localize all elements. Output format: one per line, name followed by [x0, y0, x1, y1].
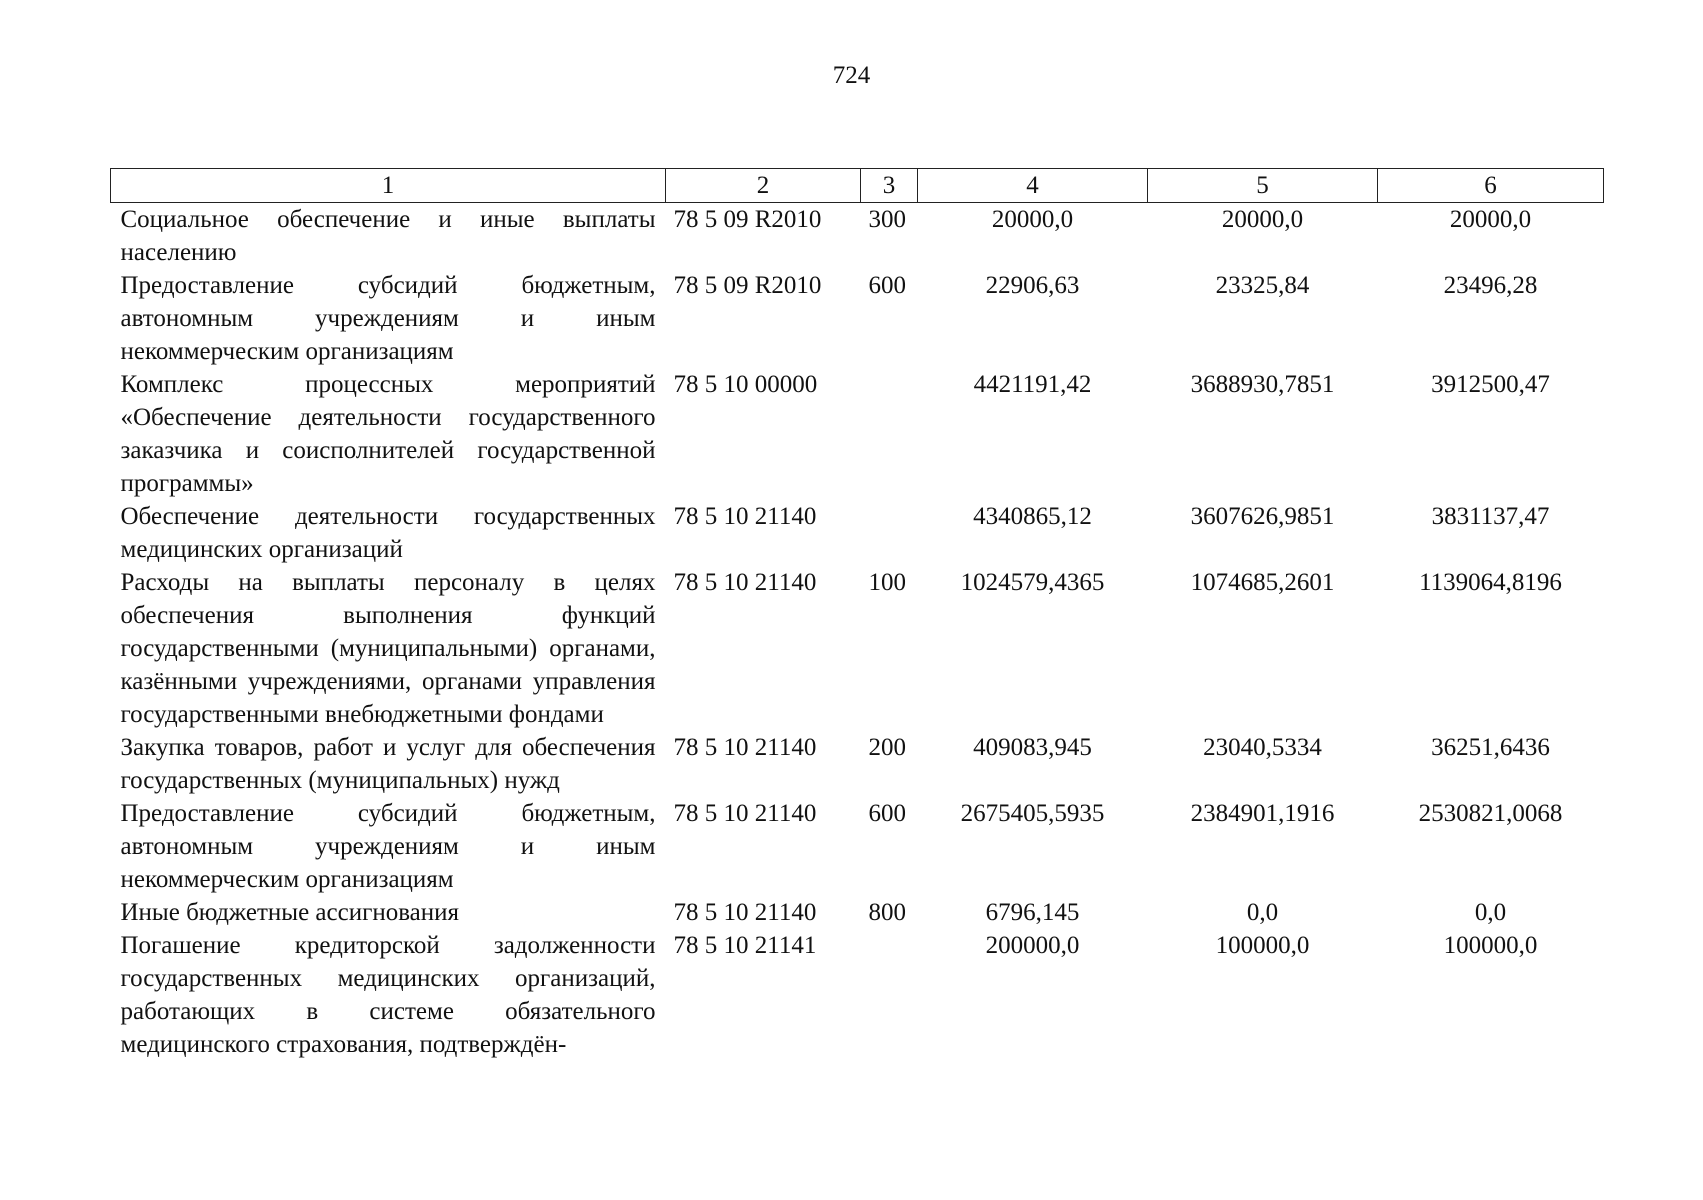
row-name: Закупка товаров, работ и услуг для обеспечения государственных (муниципальных) нужд: [120, 734, 656, 794]
column-header-5: 5: [1148, 169, 1378, 203]
row-value-col5: 100000,0: [1215, 932, 1310, 959]
row-name: Предоставление субсидий бюджетным, автономным учреждениям и иным некоммерческим организациям: [120, 800, 656, 893]
page-number: 724: [832, 62, 871, 89]
row-value-col4: 6796,145: [985, 899, 1080, 926]
column-header-4: 4: [918, 169, 1148, 203]
row-name: Предоставление субсидий бюджетным, автономным учреждениям и иным некоммерческим организациям: [120, 272, 656, 365]
row-expense-type: 600: [868, 800, 906, 827]
table-row: [111, 731, 1604, 797]
row-value-col6: 1139064,8196: [1419, 569, 1562, 596]
row-value-col4: 22906,63: [985, 272, 1080, 299]
row-target-code: 78 5 10 21140: [673, 734, 817, 761]
table-row: [111, 797, 1604, 896]
table-row: [111, 269, 1604, 368]
row-expense-type: [861, 368, 918, 500]
row-value-col5: 3688930,7851: [1190, 371, 1335, 398]
row-target-code: 78 5 10 21140: [673, 899, 817, 926]
row-expense-type: [861, 500, 918, 566]
row-expense-type: 600: [868, 272, 906, 299]
row-value-col4: 4340865,12: [973, 503, 1092, 530]
row-name: Комплекс процессных мероприятий «Обеспечение деятельности государственного заказчика и соисполнителей государственной программы»: [120, 371, 656, 497]
row-value-col6: 2530821,0068: [1418, 800, 1563, 827]
row-name: Обеспечение деятельности государственных медицинских организаций: [120, 503, 656, 563]
row-target-code: 78 5 10 21140: [673, 800, 817, 827]
row-value-col6: 3831137,47: [1431, 503, 1550, 530]
row-value-col6: 100000,0: [1443, 932, 1538, 959]
row-value-col6: 23496,28: [1443, 272, 1538, 299]
row-target-code: 78 5 10 21141: [673, 932, 817, 959]
row-value-col4: 2675405,5935: [960, 800, 1105, 827]
column-header-3: 3: [861, 169, 918, 203]
row-value-col6: 3912500,47: [1431, 371, 1550, 398]
table-row: [111, 929, 1604, 1061]
row-name: Социальное обеспечение и иные выплаты населению: [120, 206, 656, 266]
row-value-col4: 409083,945: [973, 734, 1092, 761]
column-header-2: 2: [666, 169, 861, 203]
row-value-col4: 1024579,4365: [960, 569, 1105, 596]
column-header-1: 1: [111, 169, 666, 203]
row-value-col6: 0,0: [1474, 899, 1507, 926]
table-row: [111, 500, 1604, 566]
row-target-code: 78 5 10 21140: [673, 503, 817, 530]
column-header-6: 6: [1378, 169, 1604, 203]
row-name: Погашение кредиторской задолженности государственных медицинских организаций, работающих в системе обязательного медицинского страхования, подтверждён-: [120, 932, 656, 1058]
row-value-col4: 20000,0: [991, 206, 1074, 233]
row-value-col6: 20000,0: [1449, 206, 1532, 233]
row-target-code: 78 5 10 21140: [673, 569, 817, 596]
header-row: [111, 169, 1604, 203]
row-expense-type: 300: [868, 206, 906, 233]
row-value-col5: 20000,0: [1221, 206, 1304, 233]
table-row: [111, 368, 1604, 500]
row-expense-type: 100: [868, 569, 906, 596]
row-value-col5: 0,0: [1246, 899, 1279, 926]
row-target-code: 78 5 09 R2010: [673, 272, 822, 299]
row-value-col4: 4421191,42: [973, 371, 1092, 398]
row-name: Иные бюджетные ассигнования: [120, 899, 460, 926]
row-value-col4: 200000,0: [985, 932, 1080, 959]
row-target-code: 78 5 09 R2010: [673, 206, 822, 233]
table-body: [111, 203, 1604, 1062]
row-name: Расходы на выплаты персоналу в целях обеспечения выполнения функций государственными (муниципальными) органами, казёнными учреждениями, органами управления государственными внебюджетными фондами: [120, 569, 656, 728]
row-expense-type: [861, 929, 918, 1061]
row-expense-type: 200: [868, 734, 906, 761]
row-value-col5: 1074685,2601: [1190, 569, 1335, 596]
row-value-col6: 36251,6436: [1431, 734, 1550, 761]
row-value-col5: 3607626,9851: [1190, 503, 1335, 530]
row-value-col5: 2384901,1916: [1190, 800, 1335, 827]
row-target-code: 78 5 10 00000: [673, 371, 818, 398]
table-row: [111, 896, 1604, 929]
budget-table: [110, 168, 1604, 1061]
row-expense-type: 800: [868, 899, 906, 926]
table-row: [111, 566, 1604, 731]
table-header: [111, 169, 1604, 203]
row-value-col5: 23325,84: [1215, 272, 1310, 299]
row-value-col5: 23040,5334: [1203, 734, 1322, 761]
table-row: [111, 203, 1604, 270]
